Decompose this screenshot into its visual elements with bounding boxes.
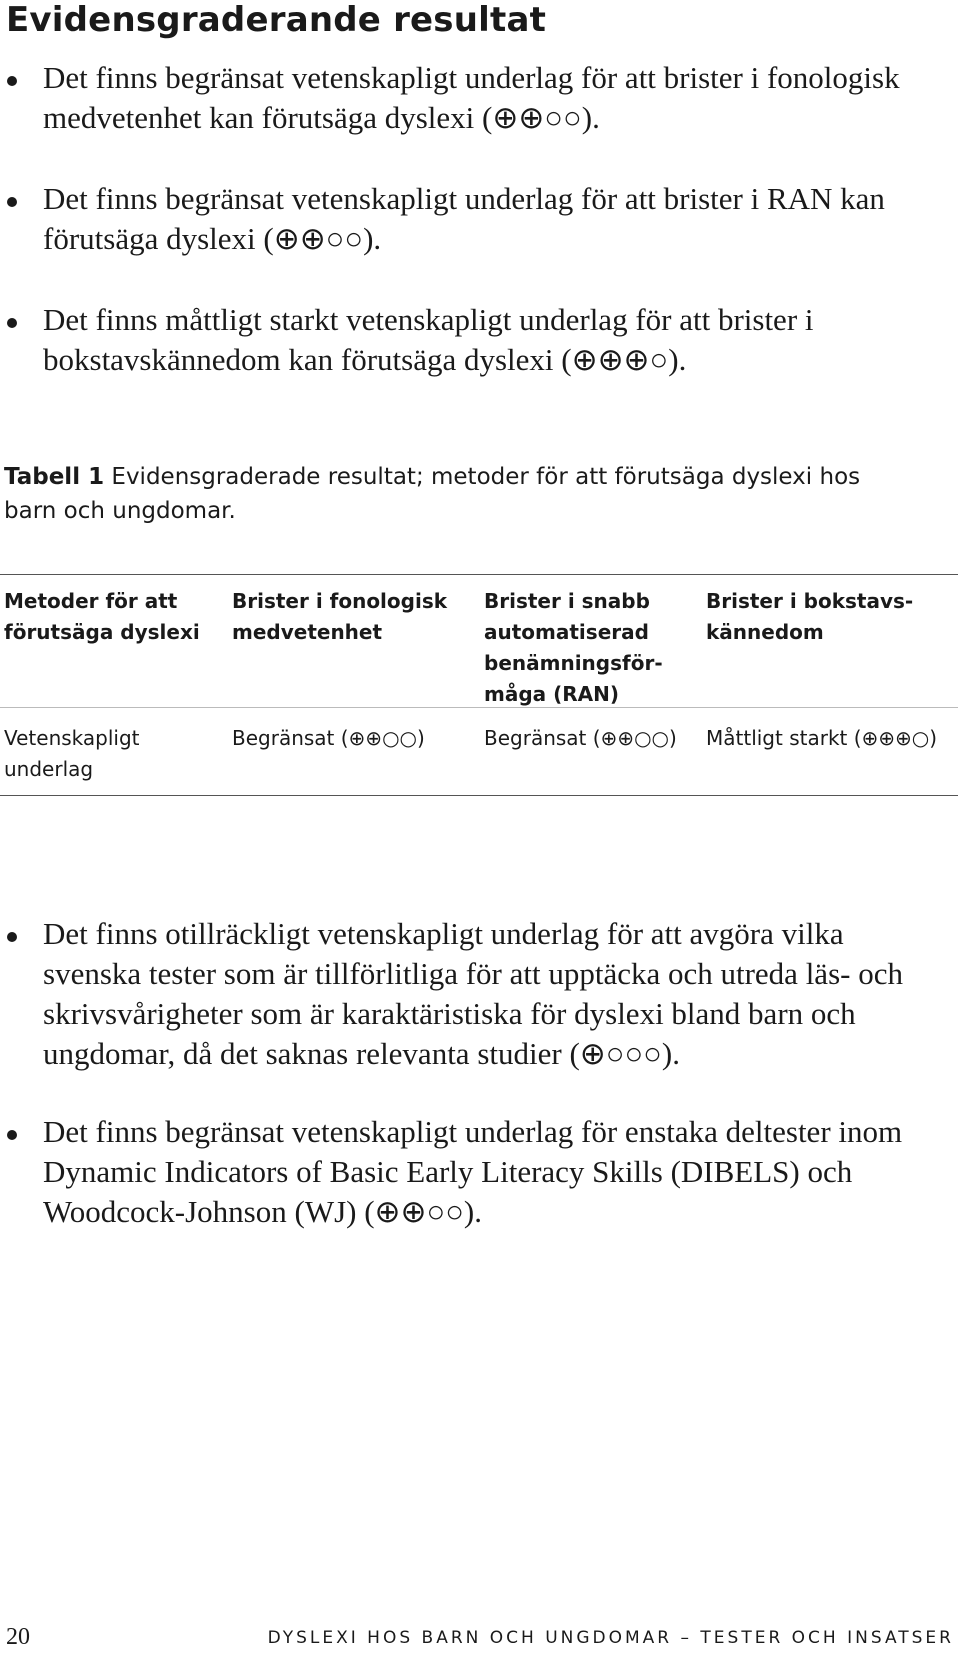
bullet-text: Det finns begränsat vetenskapligt underlag för att brister i RAN kan förutsäga dyslexi (⊕⊕○○). [43, 181, 885, 256]
table-cell-ran: Begränsat (⊕⊕○○) [484, 726, 677, 750]
table-cell-letter-knowledge: Måttligt starkt (⊕⊕⊕○) [706, 726, 938, 750]
bullet-icon [7, 76, 17, 86]
table-header-rule [0, 707, 958, 708]
page-number: 20 [6, 1624, 30, 1650]
table-header-ran: Brister i snabb automatiserad benämningsför- måga (RAN) [484, 589, 663, 706]
list-item [0, 914, 960, 1074]
table-caption-text: Evidensgraderade resultat; metoder för att förutsäga dyslexi hos barn och ungdomar. [4, 464, 861, 524]
list-item [0, 1112, 960, 1232]
bullet-icon [7, 318, 17, 328]
table-caption-label: Tabell 1 [4, 464, 105, 490]
table-top-rule [0, 574, 958, 575]
table-cell-phonological: Begränsat (⊕⊕○○) [232, 726, 425, 750]
table-bottom-rule [0, 795, 958, 796]
table-header-phonological: Brister i fonologisk medvetenhet [232, 589, 448, 644]
table-caption [4, 460, 904, 528]
table-row-label: Vetenskapligt underlag [4, 726, 140, 781]
bullet-icon [7, 197, 17, 207]
table-header-letter-knowledge: Brister i bokstavs- kännedom [706, 589, 914, 644]
bullet-icon [7, 1130, 17, 1140]
list-item [0, 179, 960, 259]
bullet-text: Det finns begränsat vetenskapligt underlag för enstaka deltester inom Dynamic Indicators of Basic Early Literacy Skills (DIBELS) och Woodcock-Johnson (WJ) (⊕⊕○○). [43, 1114, 903, 1229]
bullet-icon [7, 932, 17, 942]
running-footer-title: DYSLEXI HOS BARN OCH UNGDOMAR – TESTER OCH INSATSER [267, 1628, 954, 1648]
bullet-text: Det finns begränsat vetenskapligt underlag för att brister i fonologisk medvetenhet kan förutsäga dyslexi (⊕⊕○○). [43, 60, 900, 135]
section-heading: Evidensgraderande resultat [6, 0, 547, 40]
results-bullet-list [0, 58, 960, 421]
bullet-text: Det finns måttligt starkt vetenskapligt underlag för att brister i bokstavskännedom kan förutsäga dyslexi (⊕⊕⊕○). [43, 302, 814, 377]
list-item [0, 58, 960, 138]
list-item [0, 300, 960, 380]
tests-bullet-list [0, 914, 960, 1270]
table-header-methods: Metoder för att förutsäga dyslexi [4, 589, 200, 644]
bullet-text: Det finns otillräckligt vetenskapligt underlag för att avgöra vilka svenska tester som är tillförlitliga för att upptäcka och utreda läs- och skrivsvårigheter som är karaktäristiska för dyslexi bland barn och ungdomar, då det saknas relevanta studier (⊕○○○). [43, 916, 903, 1071]
